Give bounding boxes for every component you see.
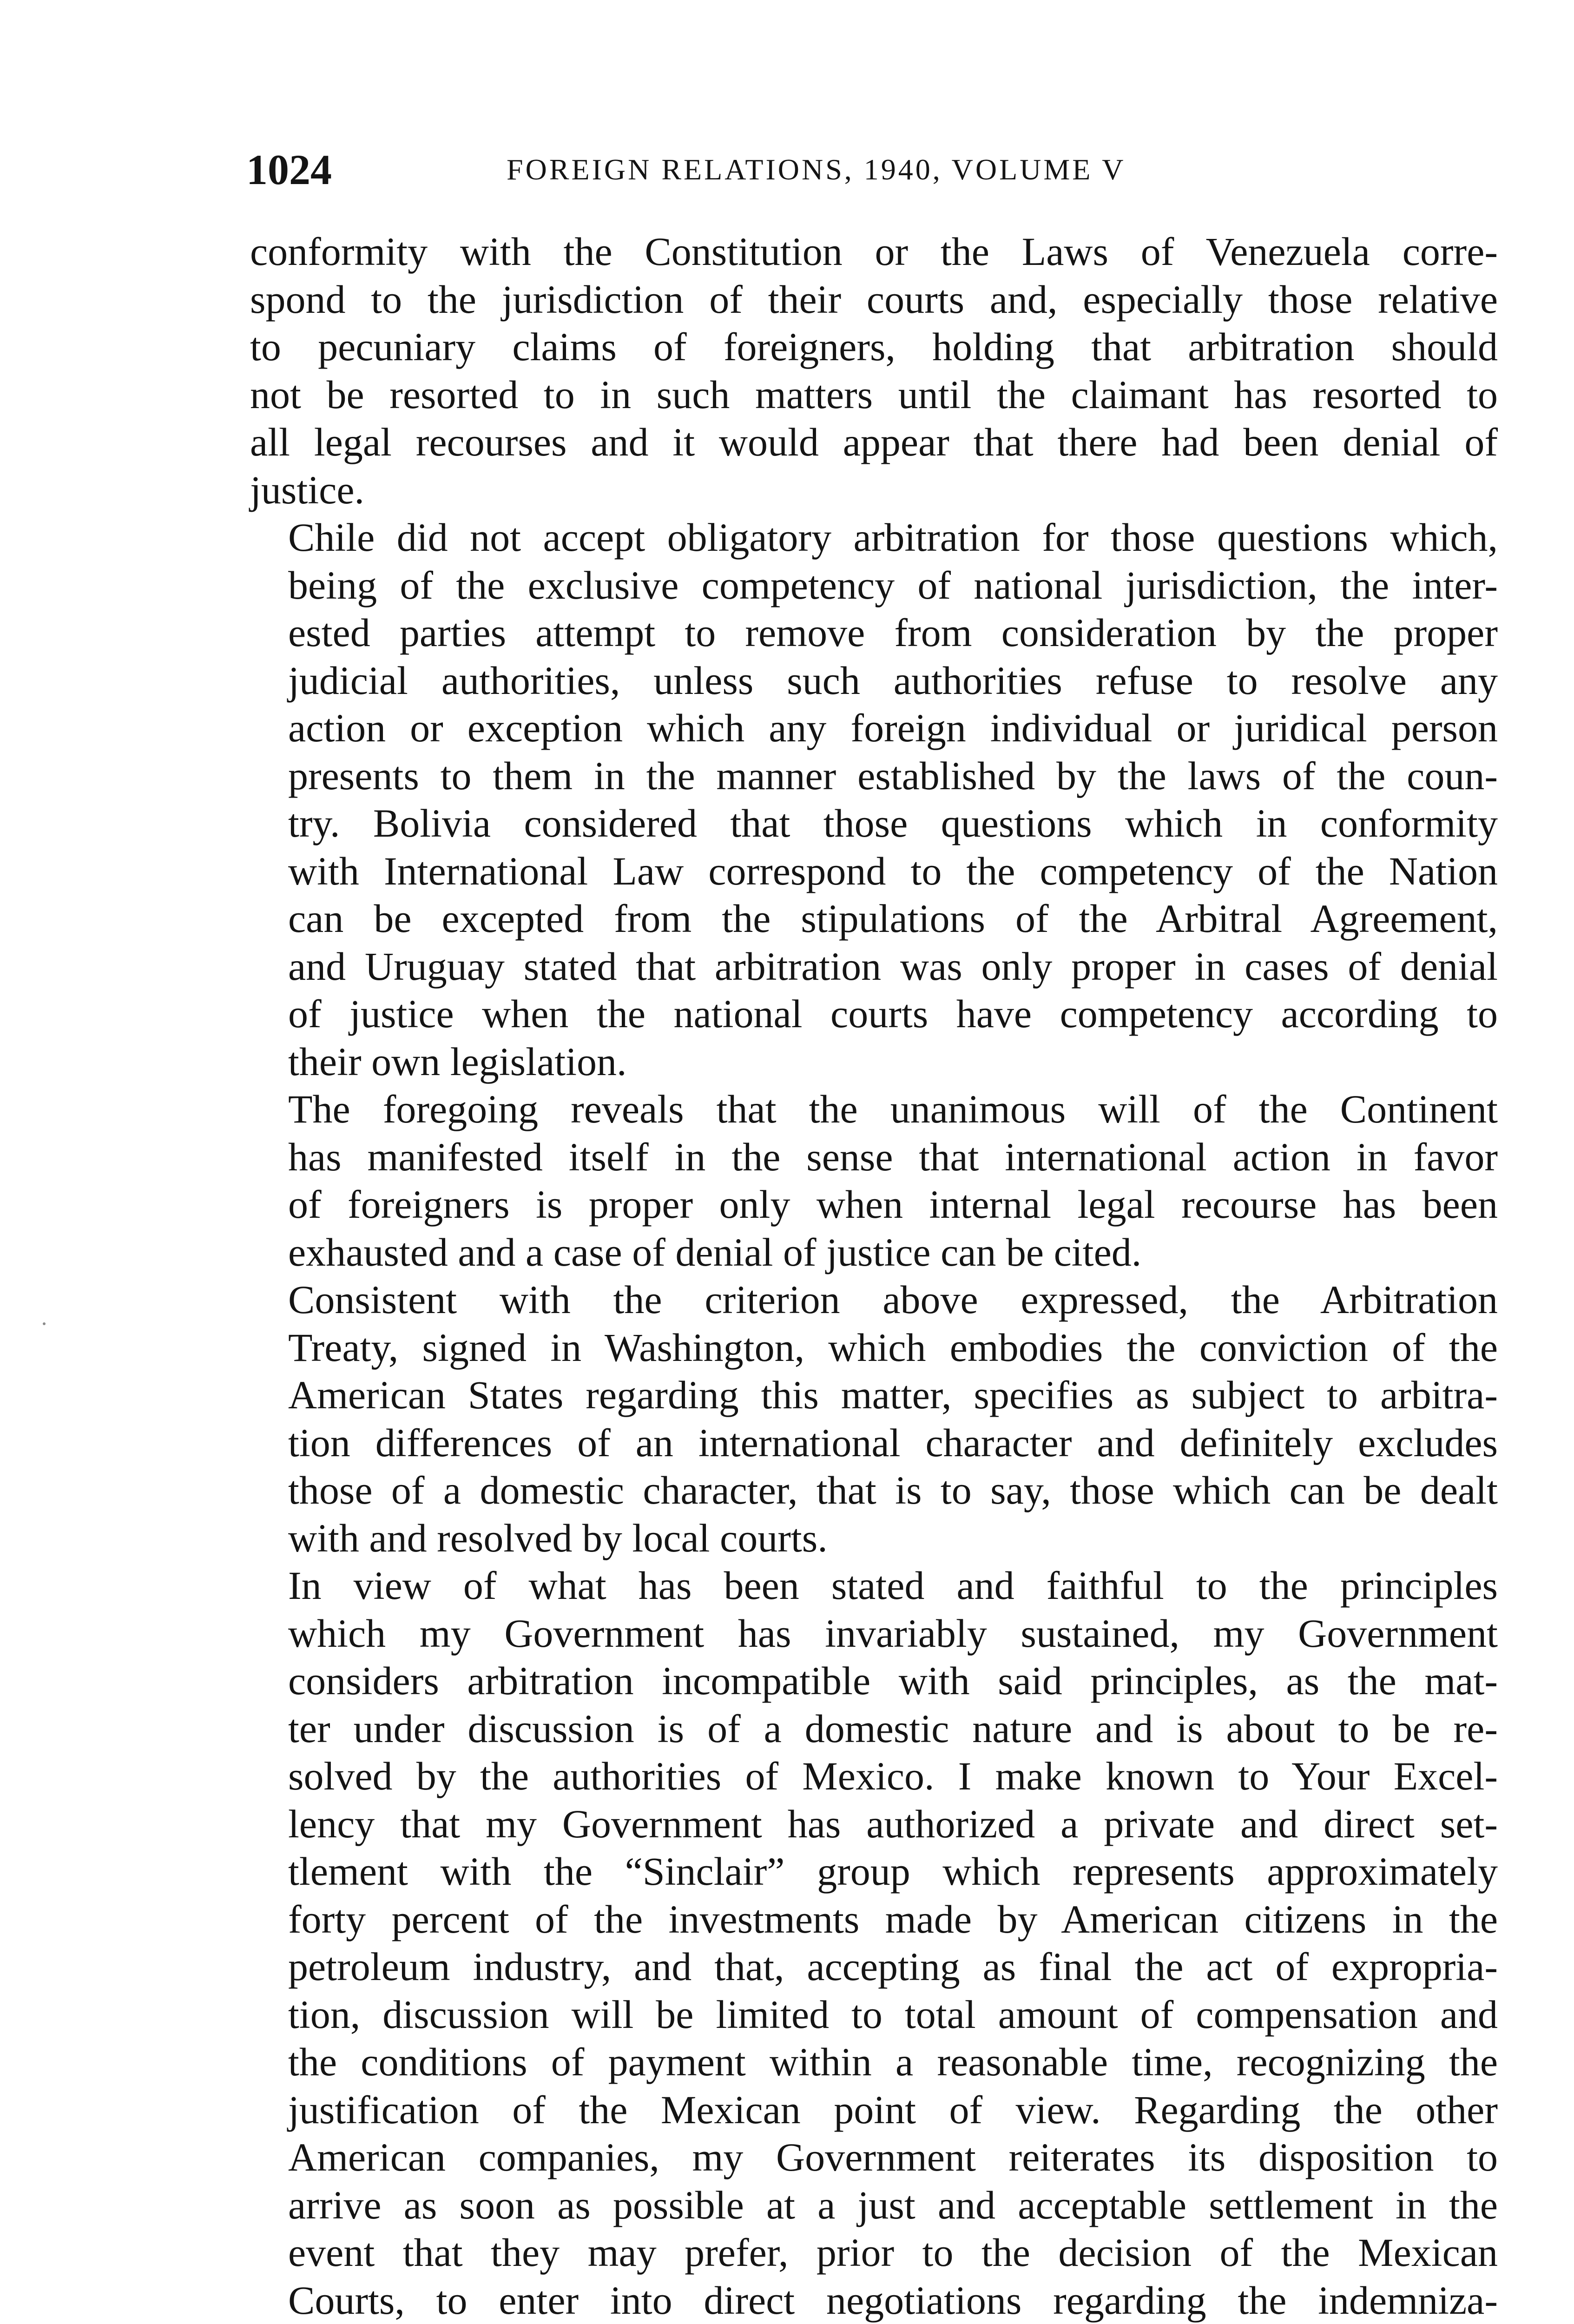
- stray-mark: [43, 1322, 46, 1325]
- text-line: ested parties attempt to remove from consideration by the proper: [288, 610, 1498, 655]
- text-line: Courts, to enter into direct negotiations regarding the indemniza-: [288, 2278, 1498, 2323]
- text-line: those of a domestic character, that is to say, those which can be dealt: [288, 1468, 1498, 1512]
- text-line: lency that my Government has authorized a private and direct set-: [288, 1801, 1498, 1846]
- text-line: The foregoing reveals that the unanimous will of the Continent: [288, 1087, 1498, 1131]
- body-text: [250, 228, 1498, 2324]
- text-line: their own legislation.: [288, 1039, 627, 1084]
- text-line: Treaty, signed in Washington, which embodies the conviction of the: [288, 1325, 1498, 1370]
- text-line: considers arbitration incompatible with said principles, as the mat-: [288, 1658, 1498, 1703]
- text-line: event that they may prefer, prior to the decision of the Mexican: [288, 2230, 1498, 2275]
- text-line: all legal recourses and it would appear that there had been denial of: [250, 420, 1498, 464]
- text-line: American companies, my Government reiterates its disposition to: [288, 2135, 1498, 2179]
- paragraph: [250, 1562, 1498, 2324]
- paragraph: [250, 1085, 1498, 1276]
- text-line: justice.: [250, 467, 364, 512]
- text-line: which my Government has invariably sustained, my Government: [288, 1611, 1498, 1656]
- text-line: tion, discussion will be limited to total amount of compensation and: [288, 1992, 1498, 2037]
- text-line: conformity with the Constitution or the Laws of Venezuela corre-: [250, 229, 1498, 274]
- text-line: Chile did not accept obligatory arbitration for those questions which,: [288, 515, 1498, 560]
- text-line: judicial authorities, unless such authorities refuse to resolve any: [288, 658, 1498, 703]
- text-line: of foreigners is proper only when internal legal recourse has been: [288, 1182, 1498, 1227]
- text-line: of justice when the national courts have competency according to: [288, 991, 1498, 1036]
- text-line: action or exception which any foreign individual or juridical person: [288, 706, 1498, 750]
- text-line: can be excepted from the stipulations of the Arbitral Agreement,: [288, 896, 1498, 941]
- text-line: tion differences of an international character and definitely excludes: [288, 1420, 1498, 1465]
- paragraph: [250, 228, 1498, 514]
- text-line: In view of what has been stated and faithful to the principles: [288, 1563, 1498, 1608]
- text-line: spond to the jurisdiction of their courts and, especially those relative: [250, 277, 1498, 322]
- text-line: American States regarding this matter, specifies as subject to arbitra-: [288, 1373, 1498, 1417]
- text-line: exhausted and a case of denial of justice can be cited.: [288, 1229, 1142, 1274]
- text-line: forty percent of the investments made by American citizens in the: [288, 1896, 1498, 1941]
- text-line: ter under discussion is of a domestic nature and is about to be re-: [288, 1706, 1498, 1751]
- text-line: with International Law correspond to the competency of the Nation: [288, 848, 1498, 893]
- text-line: the conditions of payment within a reasonable time, recognizing the: [288, 2040, 1498, 2084]
- page-header: [246, 139, 1501, 200]
- paragraph: [250, 514, 1498, 1085]
- text-line: to pecuniary claims of foreigners, holding that arbitration should: [250, 324, 1498, 369]
- running-head: FOREIGN RELATIONS, 1940, VOLUME V: [507, 153, 1126, 186]
- page-number: 1024: [246, 146, 332, 193]
- text-line: has manifested itself in the sense that international action in favor: [288, 1134, 1498, 1179]
- text-line: petroleum industry, and that, accepting as final the act of expropria-: [288, 1944, 1498, 1989]
- text-line: try. Bolivia considered that those questions which in conformity: [288, 801, 1498, 845]
- paragraph: [250, 1276, 1498, 1562]
- text-line: and Uruguay stated that arbitration was only proper in cases of denial: [288, 944, 1498, 989]
- text-line: not be resorted to in such matters until the claimant has resorted to: [250, 372, 1498, 417]
- text-line: with and resolved by local courts.: [288, 1515, 828, 1560]
- text-line: solved by the authorities of Mexico. I make known to Your Excel-: [288, 1754, 1498, 1798]
- text-line: justification of the Mexican point of view. Regarding the other: [288, 2087, 1498, 2132]
- text-line: Consistent with the criterion above expressed, the Arbitration: [288, 1277, 1498, 1322]
- text-line: presents to them in the manner established by the laws of the coun-: [288, 753, 1498, 798]
- text-line: being of the exclusive competency of national jurisdiction, the inter-: [288, 562, 1498, 607]
- text-line: tlement with the “Sinclair” group which represents approximately: [288, 1849, 1498, 1894]
- text-line: arrive as soon as possible at a just and acceptable settlement in the: [288, 2182, 1498, 2227]
